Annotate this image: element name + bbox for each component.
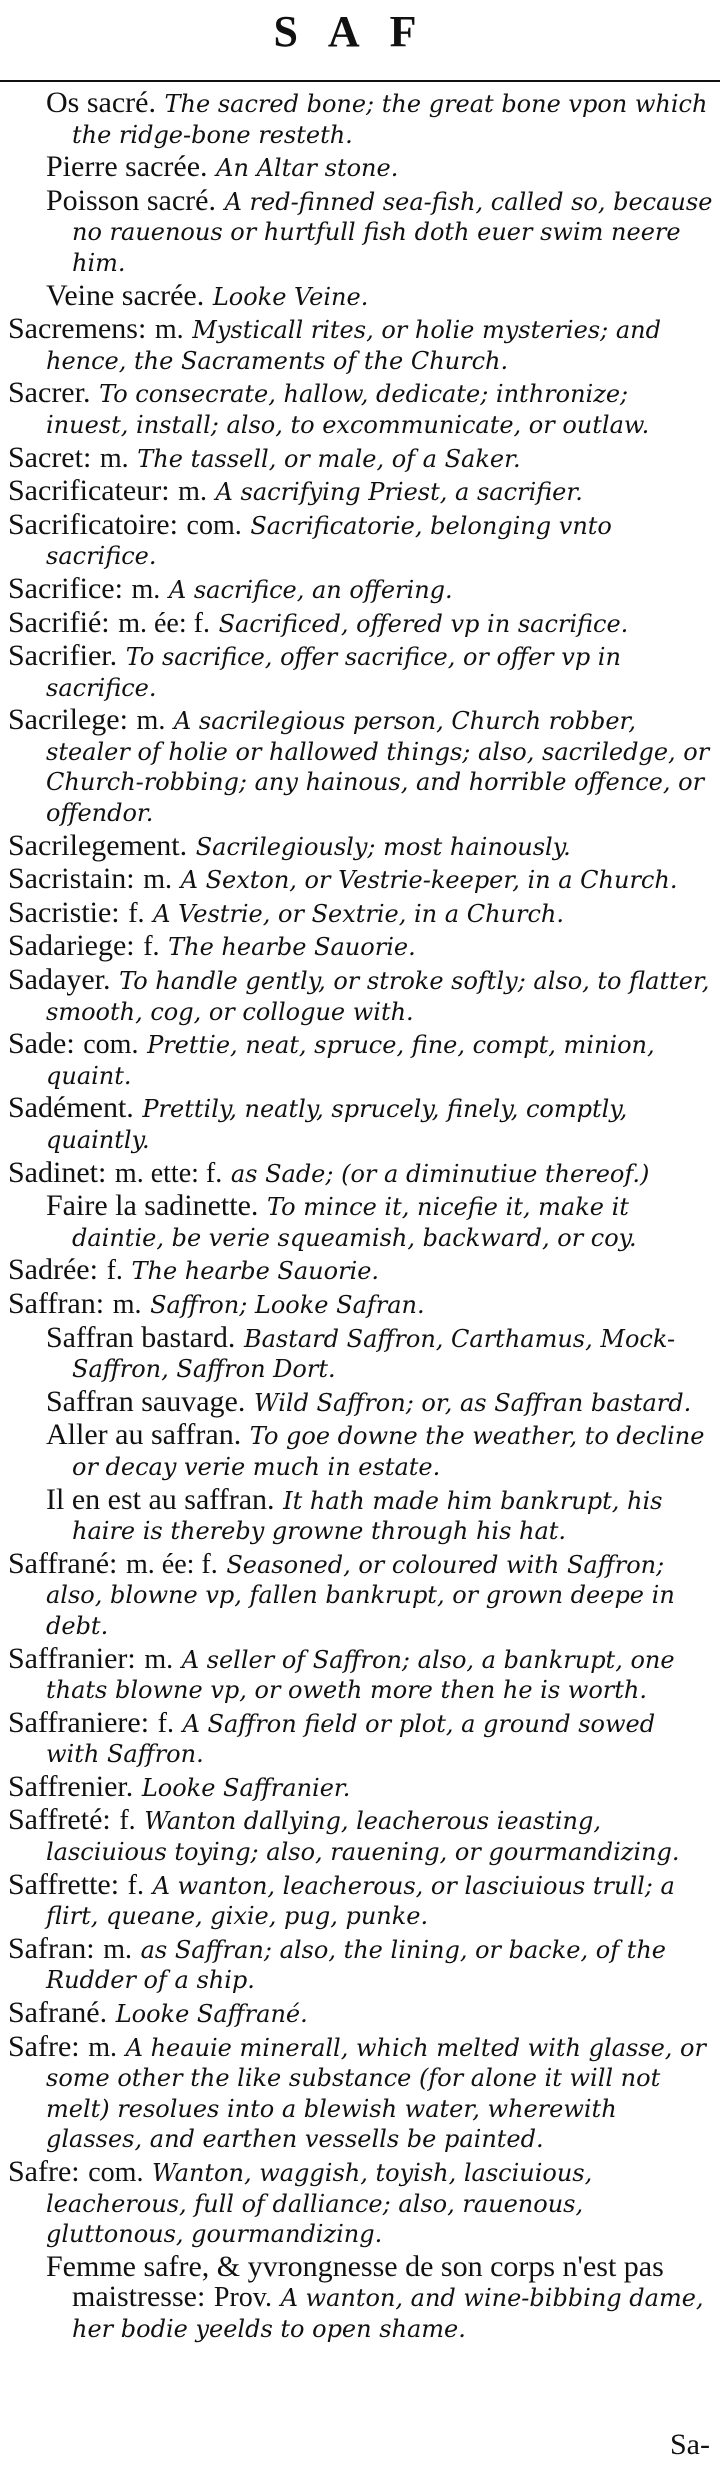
dictionary-entry	[8, 571, 714, 606]
dictionary-entry	[8, 895, 714, 930]
dictionary-entry	[8, 1641, 714, 1706]
entry-headword: Veine sacrée.	[46, 278, 205, 312]
entry-grammar: f.	[143, 931, 160, 963]
entry-headword: Aller au saffran.	[46, 1418, 242, 1452]
entry-definition: Sacrilegiously; most hainously.	[195, 832, 571, 861]
entry-definition: Wild Saffron; or, as Saffran bastard.	[253, 1388, 692, 1417]
dictionary-entry	[8, 1255, 714, 1287]
entry-headword: Sacrificateur:	[8, 474, 170, 508]
entry-definition: Mysticall rites, or holie mysteries; and hence, the Sacraments of the Church.	[46, 316, 661, 375]
entry-headword: Safre:	[8, 2155, 80, 2188]
dictionary-entry	[8, 378, 714, 440]
dictionary-entry	[8, 931, 714, 963]
dictionary-entry	[8, 278, 714, 313]
entry-definition: To handle gently, or stroke softly; also, to flatter, smooth, cog, or collogue with.	[46, 967, 710, 1026]
catchword: Sa-	[670, 2428, 710, 2461]
entry-definition: Sacrificed, offered vp in sacrifice.	[218, 609, 629, 638]
page-header: SAF	[273, 7, 447, 56]
entry-headword: Sadinet:	[8, 1155, 107, 1189]
entry-headword: Sadayer.	[8, 963, 111, 997]
header-rule	[0, 80, 720, 82]
entry-definition: The tassell, or male, of a Saker.	[137, 444, 521, 473]
entry-headword: Saffran bastard.	[46, 1320, 236, 1354]
dictionary-entry	[8, 2249, 714, 2345]
entry-definition: A heauie minerall, which melted with glasse, or some other the like substance (for alone it will not melt) resolues into a blewish water, wherewith glasses, and earthen vessells be painted.	[46, 2033, 706, 2154]
entry-grammar: com.	[186, 509, 242, 541]
entry-headword: Pierre sacrée.	[46, 150, 208, 184]
dictionary-entry	[8, 965, 714, 1027]
dictionary-entry	[8, 1769, 714, 1804]
entry-definition: Looke Saffranier.	[141, 1773, 351, 1802]
dictionary-entry	[8, 476, 714, 508]
dictionary-entry	[8, 1093, 714, 1155]
entry-definition: The sacred bone; the great bone vpon which the ridge-bone resteth.	[72, 90, 708, 149]
entry-definition: A red-finned sea-fish, called so, because no rauenous or hurtfull fish doth euer swim neere him.	[72, 187, 713, 277]
entry-definition: A sacrilegious person, Church robber, stealer of holie or hallowed things; also, sacriledge, or Church-robbing; any hainous, and horrible offence, or offendor.	[46, 707, 710, 828]
dictionary-entry	[8, 1867, 714, 1932]
entry-headword: Saffreté:	[8, 1803, 111, 1837]
dictionary-entry	[8, 828, 714, 863]
dictionary-entry	[8, 1931, 714, 1996]
entry-grammar: com.	[83, 1029, 139, 1061]
dictionary-entry	[8, 605, 714, 640]
dictionary-entry	[8, 1155, 714, 1190]
dictionary-entry	[8, 1029, 714, 1091]
entry-headword: Sacremens:	[8, 312, 147, 346]
entry-headword: Sacrilegement.	[8, 828, 188, 862]
entry-definition: A Vestrie, or Sextrie, in a Church.	[153, 899, 564, 928]
entry-headword: Safran:	[8, 1931, 95, 1965]
entry-definition: A wanton, and wine-bibbing dame, her bodie yeelds to open shame.	[72, 2284, 704, 2343]
entry-grammar: m. ée: f.	[118, 607, 210, 639]
entry-definition: Looke Veine.	[212, 282, 369, 311]
entry-headword: Sacrilege:	[8, 703, 128, 737]
entry-definition: Wanton dallying, leacherous ieasting, lasciuious toying; also, rauening, or gourmandizing.	[46, 1807, 680, 1867]
dictionary-entry	[8, 641, 714, 703]
entry-grammar: m.	[103, 1933, 133, 1965]
dictionary-entry	[8, 1384, 714, 1419]
entry-definition: The hearbe Sauorie.	[168, 933, 416, 962]
dictionary-entry	[8, 88, 714, 150]
entry-headword: Saffran sauvage.	[46, 1384, 246, 1418]
dictionary-entry	[8, 1805, 714, 1867]
dictionary-entry	[8, 1705, 714, 1770]
entry-definition: A wanton, leacherous, or lasciuious trull; a flirt, queane, gixie, pug, punke.	[46, 1871, 675, 1931]
entry-grammar: f.	[106, 1255, 123, 1287]
entry-definition: Looke Saffrané.	[115, 2000, 308, 2029]
entry-headword: Sadariege:	[8, 929, 135, 963]
dictionary-entry	[8, 183, 714, 279]
dictionary-entry	[8, 705, 714, 828]
entry-definition: as Saffran; also, the lining, or backe, of the Rudder of a ship.	[46, 1935, 667, 1995]
entry-headword: Sadrée:	[8, 1253, 98, 1287]
entry-headword: Safrané.	[8, 1996, 108, 2030]
entry-definition: The hearbe Sauorie.	[131, 1257, 380, 1286]
dictionary-entry	[8, 1320, 714, 1385]
entry-headword: Saffranier:	[8, 1641, 136, 1675]
entry-grammar: m.	[88, 2031, 118, 2063]
entry-grammar: m.	[99, 442, 129, 474]
dictionary-entry	[8, 507, 714, 572]
entry-headword: Sacrifice:	[8, 571, 123, 605]
entry-headword: Sacristain:	[8, 862, 135, 896]
entry-definition: Saffron; Looke Safran.	[150, 1290, 425, 1319]
entry-headword: Sacrer.	[8, 376, 91, 410]
entry-definition: Bastard Saffron, Carthamus, Mock-Saffron, Saffron Dort.	[72, 1324, 676, 1384]
entry-grammar: f.	[119, 1805, 136, 1837]
entry-definition: Wanton, waggish, toyish, lasciuious, leacherous, full of dalliance; also, rauenous, gluttonous, gourmandizing.	[46, 2159, 593, 2249]
entry-grammar: m.	[154, 314, 184, 346]
entry-definition: Sacrificatorie, belonging vnto sacrifice.	[46, 511, 612, 571]
entry-headword: Safre:	[8, 2029, 80, 2063]
dictionary-entry	[8, 1998, 714, 2030]
entry-grammar: m.	[112, 1288, 142, 1320]
entry-grammar: m.	[178, 476, 207, 508]
entry-definition: To goe downe the weather, to decline or decay verie much in estate.	[72, 1422, 705, 1481]
entry-definition: A sacrifice, an offering.	[168, 575, 453, 604]
dictionary-entry	[8, 2029, 714, 2155]
dictionary-entry	[8, 314, 714, 376]
entry-grammar: m. ette: f.	[114, 1157, 223, 1189]
dictionary-entry	[8, 1191, 714, 1253]
entry-headword: Poisson sacré.	[46, 183, 216, 217]
entry-definition: A sacrifying Priest, a sacrifier.	[215, 478, 583, 507]
entry-grammar: f.	[157, 1707, 174, 1739]
entry-headword: Femme safre, & yvrongnesse de son corps n'est pas maistresse:	[46, 2249, 664, 2314]
entry-headword: Saffrané:	[8, 1546, 118, 1580]
entry-headword: Faire la sadinette.	[46, 1189, 259, 1223]
entry-definition: Seasoned, or coloured with Saffron; also, blowne vp, fallen bankrupt, or grown deepe in debt.	[46, 1550, 675, 1640]
entry-headword: Os sacré.	[46, 86, 156, 119]
entry-headword: Saffraniere:	[8, 1705, 150, 1739]
entry-headword: Sadément.	[8, 1091, 134, 1125]
entry-headword: Sacret:	[8, 440, 92, 474]
entry-grammar: m.	[143, 864, 173, 896]
entry-headword: Sacrifié:	[8, 605, 110, 639]
entry-definition: It hath made him bankrupt, his haire is thereby growne through his hat.	[72, 1486, 663, 1546]
entry-definition: An Altar stone.	[216, 154, 399, 183]
entry-grammar: m. ée: f.	[126, 1548, 218, 1580]
dictionary-entry	[8, 2157, 714, 2250]
entry-definition: A seller of Saffron; also, a bankrupt, one thats blowne vp, or oweth more then he is worth.	[46, 1645, 675, 1705]
entry-headword: Sacrificatoire:	[8, 507, 178, 541]
entry-headword: Sacrifier.	[8, 639, 118, 673]
entry-grammar: f.	[128, 897, 145, 929]
entry-grammar: Prov.	[213, 2282, 272, 2314]
entry-grammar: m.	[131, 573, 161, 605]
dictionary-entry	[8, 1482, 714, 1547]
entry-grammar: f.	[127, 1869, 144, 1901]
entry-definition: To sacrifice, offer sacrifice, or offer vp in sacrifice.	[46, 643, 621, 702]
entry-definition: A Saffron field or plot, a ground sowed with Saffron.	[46, 1709, 656, 1769]
entry-definition: A Sexton, or Vestrie-keeper, in a Church.	[180, 866, 678, 895]
entry-definition: To mince it, nicefie it, make it daintie, be verie squeamish, backward, or coy.	[72, 1193, 637, 1252]
entry-definition: as Sade; (or a diminutiue thereof.)	[230, 1159, 650, 1188]
entry-definition: To consecrate, hallow, dedicate; inthronize; inuest, install; also, to excommunicate, or outlaw.	[46, 380, 650, 439]
entry-grammar: com.	[88, 2157, 144, 2188]
entry-headword: Sacristie:	[8, 895, 120, 929]
entry-grammar: m.	[144, 1643, 174, 1675]
dictionary-entry	[8, 1286, 714, 1321]
entry-definition: Prettie, neat, spruce, fine, compt, minion, quaint.	[46, 1031, 655, 1090]
entry-definition: Prettily, neatly, sprucely, finely, comptly, quaintly.	[46, 1095, 628, 1154]
entry-headword: Saffrette:	[8, 1867, 120, 1901]
entry-headword: Saffran:	[8, 1286, 105, 1320]
entry-headword: Il en est au saffran.	[46, 1482, 275, 1516]
dictionary-entry	[8, 864, 714, 896]
dictionary-entry	[8, 440, 714, 475]
entry-list	[8, 88, 714, 2347]
dictionary-entry	[8, 1420, 714, 1482]
dictionary-entry	[8, 152, 714, 184]
entry-grammar: m.	[136, 705, 166, 737]
dictionary-entry	[8, 1546, 714, 1642]
entry-headword: Saffrenier.	[8, 1769, 134, 1803]
entry-headword: Sade:	[8, 1027, 75, 1061]
